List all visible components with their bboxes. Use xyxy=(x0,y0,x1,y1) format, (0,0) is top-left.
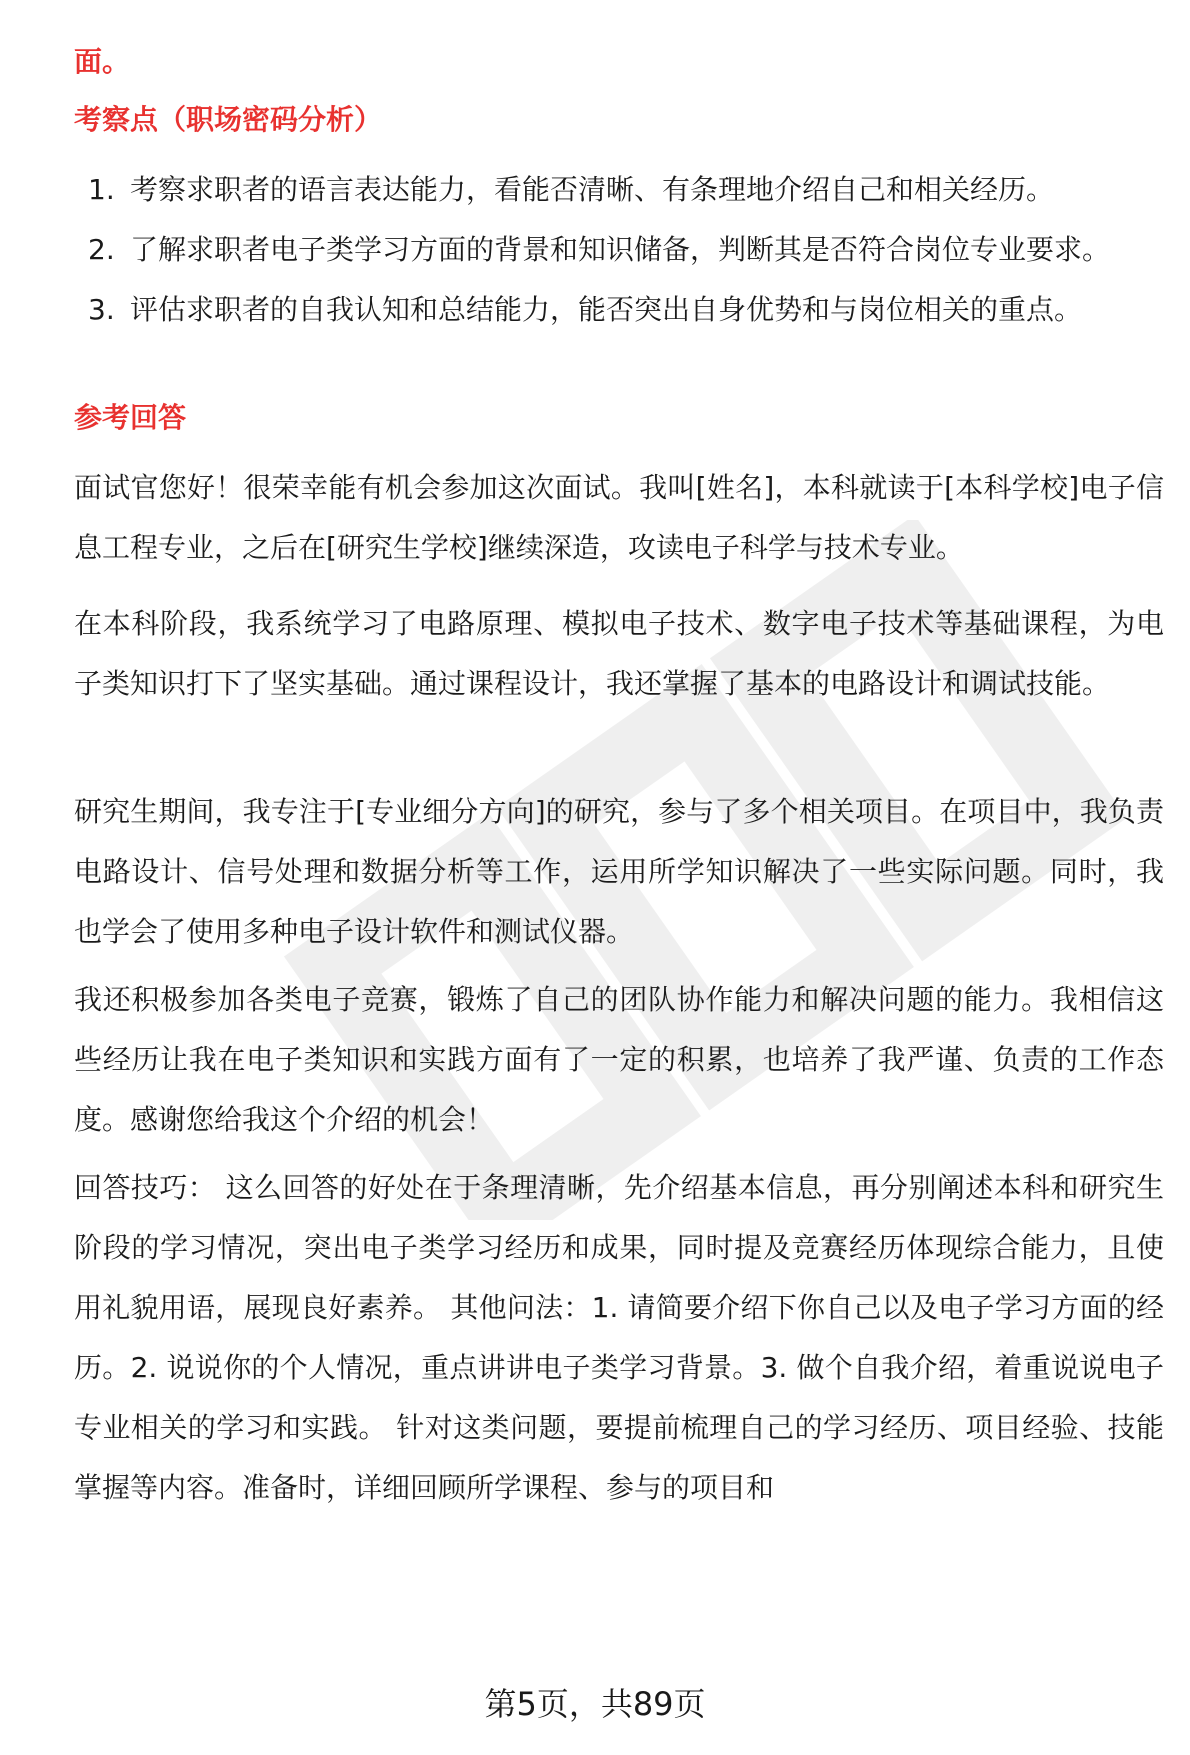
page-number: 第5页，共89页 xyxy=(484,1685,706,1723)
list-number: 3. xyxy=(88,293,115,326)
answer-paragraph: 在本科阶段，我系统学习了电路原理、模拟电子技术、数字电子技术等基础课程，为电子类知识打下了坚实基础。通过课程设计，我还掌握了基本的电路设计和调试技能。 xyxy=(74,607,1164,700)
list-number: 2. xyxy=(88,233,115,266)
list-text: 评估求职者的自我认知和总结能力，能否突出自身优势和与岗位相关的重点。 xyxy=(130,293,1083,326)
section-heading-answer: 参考回答 xyxy=(74,401,187,434)
list-item xyxy=(74,280,1154,340)
continuation-text: 面。 xyxy=(74,45,131,78)
answer-paragraph: 面试官您好！很荣幸能有机会参加这次面试。我叫[姓名]，本科就读于[本科学校]电子信息工程专业，之后在[研究生学校]继续深造，攻读电子科学与技术专业。 xyxy=(74,471,1164,564)
list-item xyxy=(74,220,1154,280)
answer-paragraph: 我还积极参加各类电子竞赛，锻炼了自己的团队协作能力和解决问题的能力。我相信这些经历让我在电子类知识和实践方面有了一定的积累，也培养了我严谨、负责的工作态度。感谢您给我这个介绍的机会！ xyxy=(74,983,1164,1136)
list-text: 考察求职者的语言表达能力，看能否清晰、有条理地介绍自己和相关经历。 xyxy=(130,173,1055,206)
list-number: 1. xyxy=(88,173,115,206)
list-text: 了解求职者电子类学习方面的背景和知识储备，判断其是否符合岗位专业要求。 xyxy=(130,233,1111,266)
points-list xyxy=(74,160,1154,340)
answer-paragraph: 研究生期间，我专注于[专业细分方向]的研究，参与了多个相关项目。在项目中，我负责电路设计、信号处理和数据分析等工作，运用所学知识解决了一些实际问题。同时，我也学会了使用多种电子设计软件和测试仪器。 xyxy=(74,795,1164,948)
list-item xyxy=(74,160,1154,220)
section-heading-points: 考察点（职场密码分析） xyxy=(74,103,383,136)
tips-paragraph: 回答技巧： 这么回答的好处在于条理清晰，先介绍基本信息，再分别阐述本科和研究生阶段的学习情况，突出电子类学习经历和成果，同时提及竞赛经历体现综合能力，且使用礼貌用语，展现良好素养。 其他问法：1. 请简要介绍下你自己以及电子学习方面的经历。2. 说说你的个人情况，重点讲讲电子类学习背景。3. 做个自我介绍，着重说说电子专业相关的学习和实践。 针对这类问题，要提前梳理自己的学习经历、项目经验、技能掌握等内容。准备时，详细回顾所学课程、参与的项目和 xyxy=(74,1171,1164,1504)
